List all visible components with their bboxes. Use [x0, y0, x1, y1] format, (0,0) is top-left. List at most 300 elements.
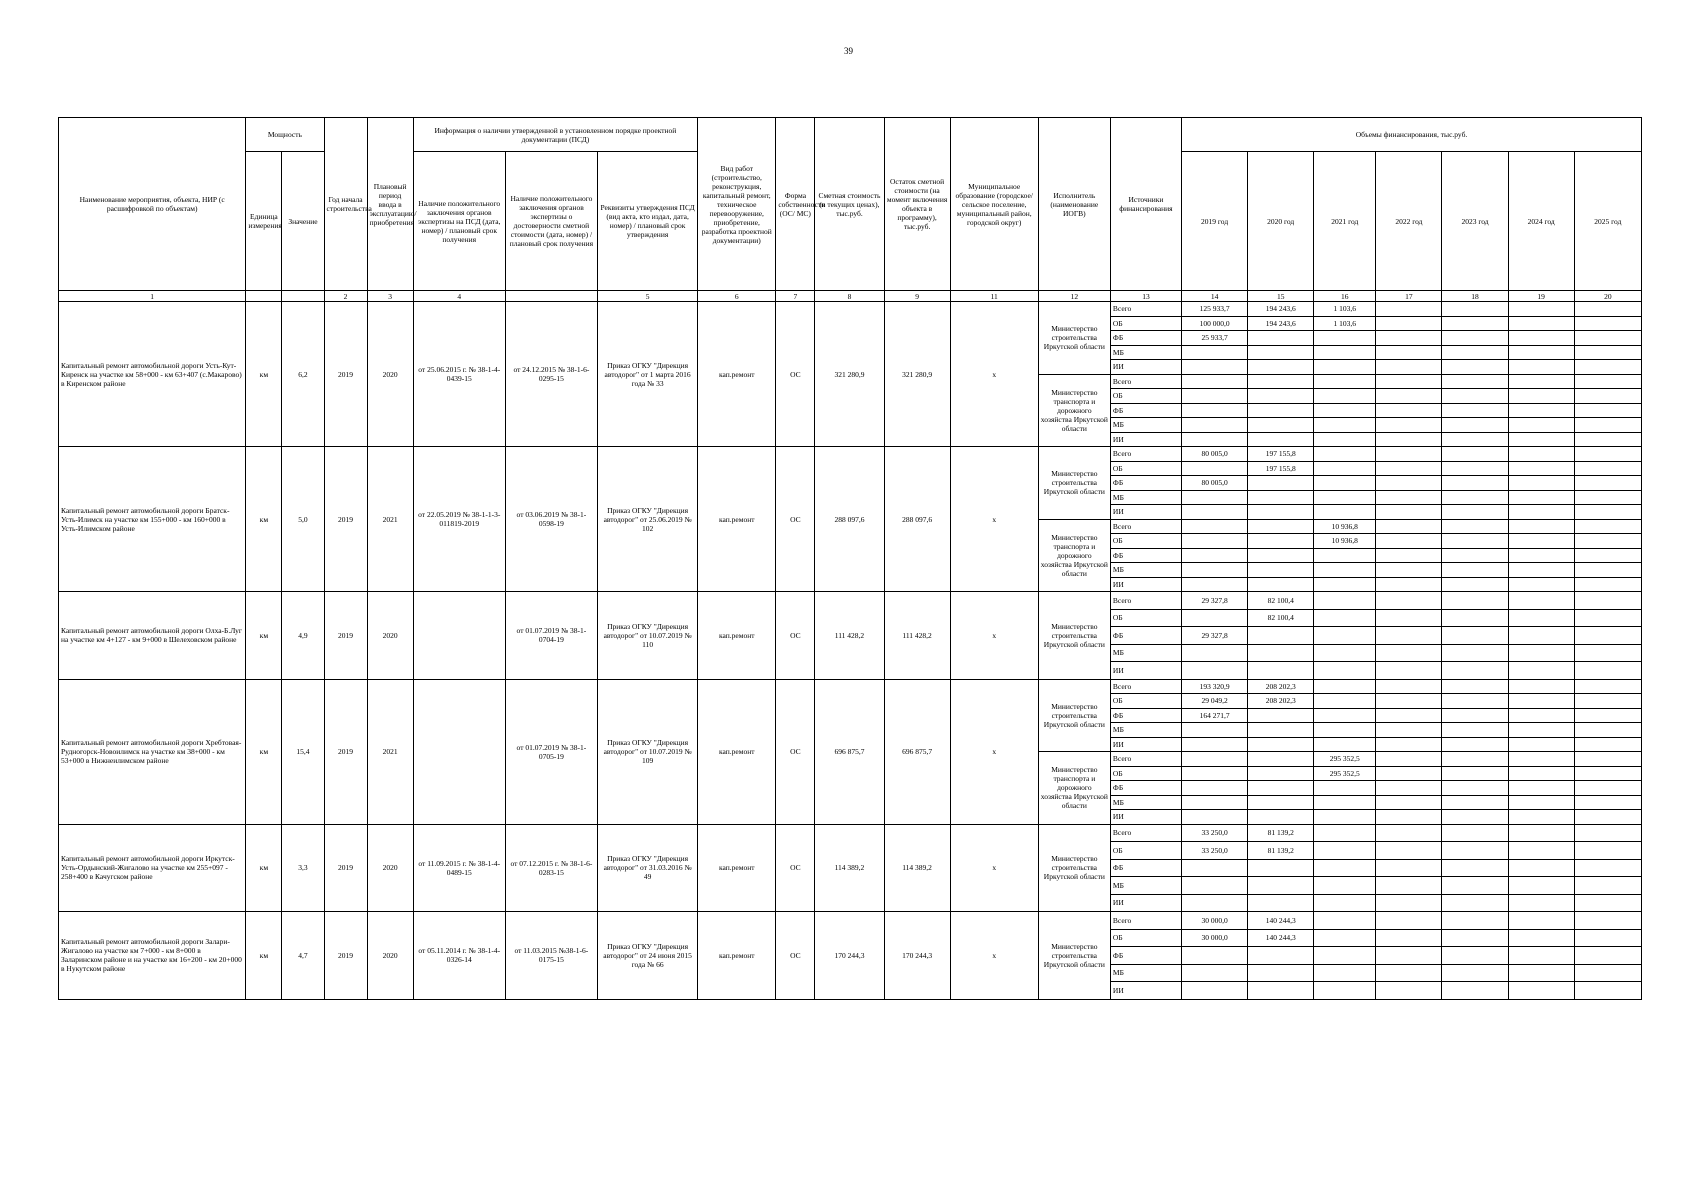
amount-cell	[1442, 505, 1508, 520]
amount-cell	[1508, 316, 1574, 331]
amount-cell	[1574, 766, 1641, 781]
amount-cell	[1508, 331, 1574, 346]
amount-cell	[1314, 810, 1376, 825]
amount-cell	[1574, 316, 1641, 331]
unit-cell: км	[246, 912, 282, 1000]
municipality-cell: х	[950, 912, 1038, 1000]
amount-cell	[1248, 360, 1314, 375]
amount-cell	[1314, 476, 1376, 491]
amount-cell: 80 005,0	[1182, 476, 1248, 491]
amount-cell	[1314, 964, 1376, 982]
amount-cell	[1182, 737, 1248, 752]
amount-cell	[1442, 694, 1508, 709]
amount-cell	[1314, 947, 1376, 965]
source-cell: ФБ	[1110, 548, 1181, 563]
source-cell: ФБ	[1110, 331, 1181, 346]
amount-cell: 1 103,6	[1314, 302, 1376, 317]
table-row	[59, 912, 1642, 930]
cost-expert-cell: от 01.07.2019 № 38-1-0705-19	[505, 679, 597, 824]
amount-cell	[1508, 447, 1574, 462]
municipality-cell: х	[950, 592, 1038, 680]
header-unit: Единица измерения	[246, 152, 282, 291]
amount-cell	[1574, 461, 1641, 476]
amount-cell	[1376, 766, 1442, 781]
column-number: 19	[1508, 291, 1574, 302]
object-name: Капитальный ремонт автомобильной дороги Братск-Усть-Илимск на участке км 155+000 - км 160+000 в Усть-Илимском районе	[59, 447, 246, 592]
header-year: 2020 год	[1248, 152, 1314, 291]
source-cell: ИИ	[1110, 360, 1181, 375]
municipality-cell: х	[950, 824, 1038, 912]
executor-cell: Министерство транспорта и дорожного хозяйства Иркутской области	[1038, 374, 1110, 447]
header-capacity: Мощность	[246, 118, 324, 152]
source-cell: ОБ	[1110, 461, 1181, 476]
psd-expert-cell	[413, 592, 505, 680]
amount-cell	[1376, 737, 1442, 752]
executor-cell: Министерство строительства Иркутской области	[1038, 679, 1110, 752]
amount-cell	[1182, 859, 1248, 877]
amount-cell	[1182, 490, 1248, 505]
amount-cell	[1442, 627, 1508, 645]
amount-cell	[1442, 708, 1508, 723]
amount-cell	[1248, 345, 1314, 360]
table-row	[59, 824, 1642, 842]
amount-cell	[1442, 447, 1508, 462]
amount-cell	[1442, 795, 1508, 810]
header-start-year: Год начала строительства	[324, 118, 367, 291]
amount-cell	[1442, 316, 1508, 331]
amount-cell	[1248, 708, 1314, 723]
amount-cell	[1248, 723, 1314, 738]
amount-cell	[1508, 534, 1574, 549]
source-cell: Всего	[1110, 592, 1181, 610]
amount-cell	[1574, 929, 1641, 947]
amount-cell	[1314, 708, 1376, 723]
source-cell: МБ	[1110, 490, 1181, 505]
amount-cell	[1508, 302, 1574, 317]
end-year-cell: 2021	[367, 447, 413, 592]
source-cell: ФБ	[1110, 708, 1181, 723]
source-cell: ОБ	[1110, 609, 1181, 627]
amount-cell	[1376, 418, 1442, 433]
source-cell: Всего	[1110, 679, 1181, 694]
amount-cell	[1248, 476, 1314, 491]
source-cell: ОБ	[1110, 766, 1181, 781]
amount-cell: 25 933,7	[1182, 331, 1248, 346]
amount-cell	[1376, 519, 1442, 534]
cost-expert-cell: от 24.12.2015 № 38-1-6-0295-15	[505, 302, 597, 447]
cost-expert-cell: от 01.07.2019 № 38-1-0704-19	[505, 592, 597, 680]
amount-cell	[1574, 795, 1641, 810]
amount-cell	[1376, 609, 1442, 627]
amount-cell	[1442, 302, 1508, 317]
column-number: 17	[1376, 291, 1442, 302]
source-cell: ФБ	[1110, 403, 1181, 418]
amount-cell	[1574, 694, 1641, 709]
amount-cell	[1442, 519, 1508, 534]
ownership-cell: ОС	[776, 302, 815, 447]
amount-cell	[1182, 982, 1248, 1000]
amount-cell	[1248, 964, 1314, 982]
amount-cell	[1314, 490, 1376, 505]
amount-cell	[1442, 679, 1508, 694]
unit-cell: км	[246, 592, 282, 680]
header-year: 2019 год	[1182, 152, 1248, 291]
amount-cell	[1248, 505, 1314, 520]
header-psd-expert: Наличие положительного заключения органов экспертизы на ПСД (дата, номер) / плановый срок получения	[413, 152, 505, 291]
amount-cell: 10 936,8	[1314, 519, 1376, 534]
amount-cell	[1442, 824, 1508, 842]
amount-cell	[1182, 577, 1248, 592]
amount-cell	[1376, 374, 1442, 389]
amount-cell	[1376, 982, 1442, 1000]
column-number: 6	[698, 291, 776, 302]
amount-cell	[1248, 534, 1314, 549]
amount-cell	[1314, 859, 1376, 877]
amount-cell	[1248, 490, 1314, 505]
source-cell: МБ	[1110, 723, 1181, 738]
source-cell: Всего	[1110, 824, 1181, 842]
amount-cell: 80 005,0	[1182, 447, 1248, 462]
amount-cell	[1314, 894, 1376, 912]
amount-cell	[1248, 432, 1314, 447]
column-number: 3	[367, 291, 413, 302]
header-estimated-cost: Сметная стоимость (в текущих ценах), тыс.руб.	[815, 118, 884, 291]
source-cell: МБ	[1110, 563, 1181, 578]
amount-cell	[1574, 752, 1641, 767]
amount-cell	[1442, 360, 1508, 375]
amount-cell	[1574, 490, 1641, 505]
cost-expert-cell: от 03.06.2019 № 38-1-0598-19	[505, 447, 597, 592]
amount-cell	[1508, 766, 1574, 781]
amount-cell	[1314, 505, 1376, 520]
amount-cell	[1574, 627, 1641, 645]
cost-expert-cell: от 07.12.2015 г. № 38-1-6-0283-15	[505, 824, 597, 912]
object-name: Капитальный ремонт автомобильной дороги Хребтовая-Рудногорск-Новоилимск на участке км 38+000 - км 53+000 в Нижнеилимском районе	[59, 679, 246, 824]
amount-cell	[1442, 432, 1508, 447]
column-number: 12	[1038, 291, 1110, 302]
source-cell: МБ	[1110, 795, 1181, 810]
source-cell: ОБ	[1110, 316, 1181, 331]
psd-expert-cell: от 05.11.2014 г. № 38-1-4-0326-14	[413, 912, 505, 1000]
amount-cell	[1248, 662, 1314, 680]
column-number: 15	[1248, 291, 1314, 302]
psd-expert-cell: от 11.09.2015 г. № 38-1-4-0489-15	[413, 824, 505, 912]
approval-cell: Приказ ОГКУ "Дирекция автодорог" от 31.03.2016 № 49	[598, 824, 698, 912]
amount-cell	[1182, 418, 1248, 433]
estimated-cost-cell: 288 097,6	[815, 447, 884, 592]
amount-cell: 82 100,4	[1248, 609, 1314, 627]
amount-cell	[1376, 752, 1442, 767]
amount-cell	[1508, 679, 1574, 694]
amount-cell	[1508, 627, 1574, 645]
amount-cell	[1376, 302, 1442, 317]
amount-cell	[1574, 432, 1641, 447]
amount-cell	[1314, 592, 1376, 610]
amount-cell	[1508, 708, 1574, 723]
amount-cell	[1574, 476, 1641, 491]
start-year-cell: 2019	[324, 302, 367, 447]
amount-cell	[1508, 795, 1574, 810]
amount-cell	[1442, 810, 1508, 825]
remaining-cost-cell: 111 428,2	[884, 592, 950, 680]
amount-cell	[1248, 644, 1314, 662]
end-year-cell: 2020	[367, 592, 413, 680]
amount-cell	[1376, 447, 1442, 462]
source-cell: Всего	[1110, 302, 1181, 317]
amount-cell	[1376, 534, 1442, 549]
amount-cell	[1376, 592, 1442, 610]
amount-cell	[1376, 662, 1442, 680]
amount-cell	[1248, 781, 1314, 796]
amount-cell	[1574, 644, 1641, 662]
amount-cell	[1508, 490, 1574, 505]
executor-cell: Министерство строительства Иркутской области	[1038, 302, 1110, 375]
amount-cell	[1248, 548, 1314, 563]
unit-cell: км	[246, 302, 282, 447]
amount-cell	[1574, 737, 1641, 752]
source-cell: Всего	[1110, 752, 1181, 767]
amount-cell: 197 155,8	[1248, 447, 1314, 462]
amount-cell	[1442, 964, 1508, 982]
amount-cell	[1442, 389, 1508, 404]
end-year-cell: 2020	[367, 824, 413, 912]
table-row	[59, 447, 1642, 462]
amount-cell	[1314, 563, 1376, 578]
amount-cell	[1182, 432, 1248, 447]
estimated-cost-cell: 111 428,2	[815, 592, 884, 680]
header-cost-expert: Наличие положительного заключения органов экспертизы о достоверности сметной стоимости (дата, номер) / плановый срок получения	[505, 152, 597, 291]
header-year: 2024 год	[1508, 152, 1574, 291]
source-cell: ФБ	[1110, 627, 1181, 645]
amount-cell	[1248, 374, 1314, 389]
amount-cell	[1376, 912, 1442, 930]
amount-cell	[1376, 627, 1442, 645]
amount-cell	[1508, 810, 1574, 825]
amount-cell	[1442, 418, 1508, 433]
source-cell: Всего	[1110, 519, 1181, 534]
amount-cell	[1508, 842, 1574, 860]
amount-cell	[1248, 947, 1314, 965]
amount-cell	[1182, 548, 1248, 563]
amount-cell	[1442, 752, 1508, 767]
start-year-cell: 2019	[324, 824, 367, 912]
amount-cell	[1248, 331, 1314, 346]
amount-cell	[1182, 389, 1248, 404]
amount-cell	[1182, 563, 1248, 578]
amount-cell	[1442, 577, 1508, 592]
header-executor: Исполнитель (наименование ИОГВ)	[1038, 118, 1110, 291]
amount-cell	[1442, 859, 1508, 877]
amount-cell	[1376, 708, 1442, 723]
estimated-cost-cell: 696 875,7	[815, 679, 884, 824]
amount-cell	[1508, 644, 1574, 662]
amount-cell	[1442, 662, 1508, 680]
amount-cell	[1574, 563, 1641, 578]
amount-cell	[1182, 403, 1248, 418]
source-cell: ИИ	[1110, 810, 1181, 825]
amount-cell	[1508, 403, 1574, 418]
amount-cell	[1442, 737, 1508, 752]
work-type-cell: кап.ремонт	[698, 302, 776, 447]
unit-cell: км	[246, 679, 282, 824]
amount-cell	[1508, 877, 1574, 895]
amount-cell	[1182, 723, 1248, 738]
amount-cell	[1574, 331, 1641, 346]
amount-cell	[1442, 723, 1508, 738]
amount-cell	[1508, 694, 1574, 709]
amount-cell	[1376, 563, 1442, 578]
amount-cell	[1314, 694, 1376, 709]
amount-cell	[1508, 912, 1574, 930]
amount-cell	[1314, 548, 1376, 563]
municipality-cell: х	[950, 679, 1038, 824]
table-row	[59, 679, 1642, 694]
amount-cell	[1314, 644, 1376, 662]
amount-cell	[1376, 694, 1442, 709]
source-cell: ИИ	[1110, 737, 1181, 752]
amount-cell	[1442, 461, 1508, 476]
start-year-cell: 2019	[324, 447, 367, 592]
amount-cell	[1248, 795, 1314, 810]
amount-cell	[1248, 389, 1314, 404]
source-cell: ИИ	[1110, 982, 1181, 1000]
end-year-cell: 2020	[367, 912, 413, 1000]
amount-cell	[1376, 894, 1442, 912]
amount-cell	[1182, 894, 1248, 912]
amount-cell	[1442, 490, 1508, 505]
amount-cell	[1376, 824, 1442, 842]
start-year-cell: 2019	[324, 592, 367, 680]
municipality-cell: х	[950, 447, 1038, 592]
amount-cell	[1574, 418, 1641, 433]
amount-cell: 30 000,0	[1182, 929, 1248, 947]
amount-cell	[1574, 534, 1641, 549]
header-year: 2021 год	[1314, 152, 1376, 291]
column-number: 4	[413, 291, 505, 302]
amount-cell	[1508, 389, 1574, 404]
amount-cell: 29 327,8	[1182, 627, 1248, 645]
amount-cell	[1574, 345, 1641, 360]
amount-cell	[1314, 418, 1376, 433]
amount-cell	[1182, 964, 1248, 982]
source-cell: ИИ	[1110, 662, 1181, 680]
amount-cell	[1574, 519, 1641, 534]
amount-cell: 197 155,8	[1248, 461, 1314, 476]
amount-cell	[1314, 842, 1376, 860]
amount-cell	[1508, 360, 1574, 375]
amount-cell	[1442, 476, 1508, 491]
value-cell: 5,0	[282, 447, 324, 592]
amount-cell	[1508, 418, 1574, 433]
amount-cell	[1442, 982, 1508, 1000]
amount-cell	[1508, 824, 1574, 842]
amount-cell: 100 000,0	[1182, 316, 1248, 331]
amount-cell	[1376, 723, 1442, 738]
amount-cell	[1314, 912, 1376, 930]
financing-table	[58, 117, 1642, 1000]
amount-cell	[1376, 345, 1442, 360]
amount-cell	[1574, 810, 1641, 825]
amount-cell	[1314, 795, 1376, 810]
amount-cell	[1376, 781, 1442, 796]
amount-cell: 29 327,8	[1182, 592, 1248, 610]
amount-cell	[1574, 609, 1641, 627]
column-number-row	[59, 291, 1642, 302]
amount-cell: 208 202,3	[1248, 694, 1314, 709]
column-number	[246, 291, 282, 302]
amount-cell	[1508, 461, 1574, 476]
amount-cell	[1442, 563, 1508, 578]
header-remaining-cost: Остаток сметной стоимости (на момент включения объекта в программу), тыс.руб.	[884, 118, 950, 291]
column-number: 16	[1314, 291, 1376, 302]
source-cell: МБ	[1110, 877, 1181, 895]
amount-cell	[1314, 723, 1376, 738]
amount-cell	[1376, 316, 1442, 331]
amount-cell: 194 243,6	[1248, 302, 1314, 317]
value-cell: 15,4	[282, 679, 324, 824]
amount-cell	[1182, 947, 1248, 965]
amount-cell	[1574, 360, 1641, 375]
amount-cell	[1508, 781, 1574, 796]
source-cell: Всего	[1110, 447, 1181, 462]
amount-cell	[1376, 679, 1442, 694]
amount-cell	[1182, 360, 1248, 375]
amount-cell	[1508, 505, 1574, 520]
amount-cell	[1442, 912, 1508, 930]
amount-cell	[1508, 947, 1574, 965]
amount-cell	[1314, 737, 1376, 752]
amount-cell: 125 933,7	[1182, 302, 1248, 317]
amount-cell	[1508, 476, 1574, 491]
amount-cell	[1182, 609, 1248, 627]
amount-cell: 295 352,5	[1314, 752, 1376, 767]
remaining-cost-cell: 170 244,3	[884, 912, 950, 1000]
amount-cell	[1508, 563, 1574, 578]
amount-cell	[1376, 947, 1442, 965]
amount-cell: 33 250,0	[1182, 842, 1248, 860]
amount-cell	[1574, 859, 1641, 877]
amount-cell	[1248, 859, 1314, 877]
amount-cell	[1508, 548, 1574, 563]
object-name: Капитальный ремонт автомобильной дороги Залари-Жигалово на участке км 7+000 - км 8+000 в Заларинском районе и на участке км 16+200 - км 20+000 в Нукутском районе	[59, 912, 246, 1000]
amount-cell	[1376, 360, 1442, 375]
remaining-cost-cell: 696 875,7	[884, 679, 950, 824]
page-number: 39	[844, 46, 853, 56]
table-row	[59, 302, 1642, 317]
header-name: Наименование мероприятия, объекта, НИР (с расшифровкой по объектам)	[59, 118, 246, 291]
amount-cell	[1314, 824, 1376, 842]
amount-cell	[1442, 894, 1508, 912]
value-cell: 6,2	[282, 302, 324, 447]
amount-cell	[1442, 877, 1508, 895]
amount-cell	[1574, 894, 1641, 912]
work-type-cell: кап.ремонт	[698, 447, 776, 592]
amount-cell	[1248, 894, 1314, 912]
amount-cell	[1574, 577, 1641, 592]
amount-cell	[1508, 894, 1574, 912]
header-financing: Объемы финансирования, тыс.руб.	[1182, 118, 1642, 152]
executor-cell: Министерство строительства Иркутской области	[1038, 592, 1110, 680]
amount-cell	[1442, 534, 1508, 549]
work-type-cell: кап.ремонт	[698, 912, 776, 1000]
amount-cell: 164 271,7	[1182, 708, 1248, 723]
amount-cell	[1314, 345, 1376, 360]
header-psd-approval: Реквизиты утверждения ПСД (вид акта, кто издал, дата, номер) / плановый срок утверждения	[598, 152, 698, 291]
remaining-cost-cell: 114 389,2	[884, 824, 950, 912]
amount-cell	[1574, 679, 1641, 694]
amount-cell	[1248, 418, 1314, 433]
amount-cell	[1442, 403, 1508, 418]
